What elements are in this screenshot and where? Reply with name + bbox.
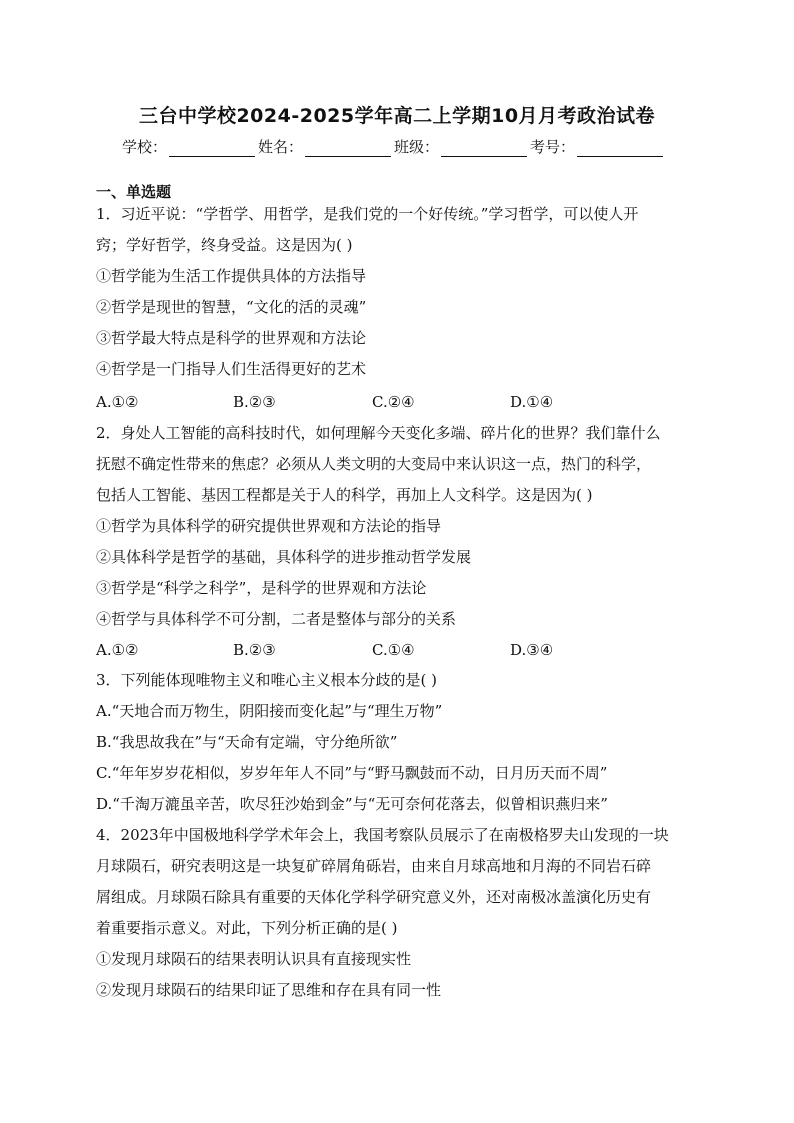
exam-number-blank[interactable] <box>577 140 663 157</box>
question-2-option-c[interactable]: C.①④ <box>372 641 415 659</box>
question-3-option-c[interactable]: C.“年年岁岁花相似，岁岁年年人不同”与“野马飘鼓而不动，日月历天而不周” <box>96 764 608 782</box>
class-blank[interactable] <box>441 140 527 157</box>
question-2-statement-2: ②具体科学是哲学的基础，具体科学的进步推动哲学发展 <box>96 548 472 566</box>
question-1-option-b[interactable]: B.②③ <box>233 393 276 411</box>
question-3-option-d[interactable]: D.“千淘万漉虽辛苦，吹尽狂沙始到金”与“无可奈何花落去，似曾相识燕归来” <box>96 795 608 813</box>
question-3-option-b[interactable]: B.“我思故我在”与“天命有定端，守分绝所欲” <box>96 733 398 751</box>
question-4-stem-line-2: 月球陨石，研究表明这是一块复矿碎屑角砾岩，由来自月球高地和月海的不同岩石碎 <box>96 857 652 875</box>
question-2-statement-1: ①哲学为具体科学的研究提供世界观和方法论的指导 <box>96 517 442 535</box>
question-4-statement-1: ①发现月球陨石的结果表明认识具有直接现实性 <box>96 950 412 968</box>
question-1-option-c[interactable]: C.②④ <box>372 393 415 411</box>
question-1-stem-line-2: 窍；学好哲学，终身受益。这是因为( ) <box>96 236 353 254</box>
class-label: 班级： <box>394 138 440 156</box>
question-1-option-d[interactable]: D.①④ <box>510 393 554 411</box>
question-2-stem-line-1: 2．身处人工智能的高科技时代，如何理解今天变化多端、碎片化的世界？我们靠什么 <box>96 424 661 442</box>
exam-title: 三台中学校2024-2025学年高二上学期10月月考政治试卷 <box>138 105 656 127</box>
question-4-statement-2: ②发现月球陨石的结果印证了思维和存在具有同一性 <box>96 981 442 999</box>
question-1-statement-2: ②哲学是现世的智慧，“文化的活的灵魂” <box>96 298 367 316</box>
question-2-option-d[interactable]: D.③④ <box>510 641 554 659</box>
name-blank[interactable] <box>305 140 391 157</box>
question-2-statement-4: ④哲学与具体科学不可分割，二者是整体与部分的关系 <box>96 610 457 628</box>
section-heading: 一、单选题 <box>96 183 172 201</box>
question-2-statement-3: ③哲学是“科学之科学”，是科学的世界观和方法论 <box>96 579 427 597</box>
question-1-statement-1: ①哲学能为生活工作提供具体的方法指导 <box>96 267 367 285</box>
question-2-stem-line-2: 抚慰不确定性带来的焦虑？必须从人类文明的大变局中来认识这一点，热门的科学， <box>96 455 652 473</box>
school-label: 学校： <box>122 138 168 156</box>
question-1-statement-3: ③哲学最大特点是科学的世界观和方法论 <box>96 329 367 347</box>
exam-number-label: 考号： <box>530 138 576 156</box>
student-info-line <box>122 136 666 157</box>
question-4-stem-line-3: 屑组成。月球陨石除具有重要的天体化学科学研究意义外，还对南极冰盖演化历史有 <box>96 888 652 906</box>
question-3-option-a[interactable]: A.“天地合而万物生，阴阳接而变化起”与“理生万物” <box>96 702 443 720</box>
school-blank[interactable] <box>169 140 255 157</box>
name-label: 姓名： <box>258 138 304 156</box>
question-2-stem-line-3: 包括人工智能、基因工程都是关于人的科学，再加上人文科学。这是因为( ) <box>96 486 593 504</box>
question-2-option-b[interactable]: B.②③ <box>233 641 276 659</box>
question-4-stem-line-4: 着重要指示意义。对此，下列分析正确的是( ) <box>96 919 398 937</box>
question-4-stem-line-1: 4．2023年中国极地科学学术年会上，我国考察队员展示了在南极格罗夫山发现的一块 <box>96 826 669 844</box>
question-1-statement-4: ④哲学是一门指导人们生活得更好的艺术 <box>96 360 367 378</box>
question-1-option-a[interactable]: A.①② <box>96 393 139 411</box>
question-1-stem-line-1: 1．习近平说：“学哲学、用哲学，是我们党的一个好传统。”学习哲学，可以使人开 <box>96 205 639 223</box>
question-2-option-a[interactable]: A.①② <box>96 641 139 659</box>
question-3-stem: 3．下列能体现唯物主义和唯心主义根本分歧的是( ) <box>96 671 438 689</box>
